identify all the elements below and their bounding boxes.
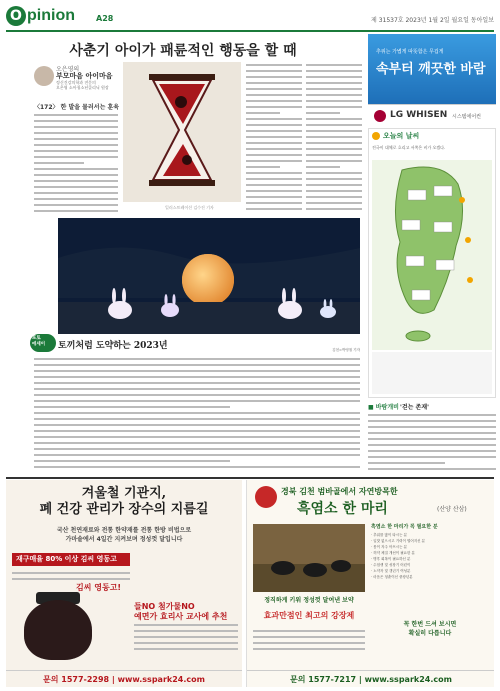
text-line [34, 168, 118, 170]
photo-credit: 김천=박영철 기자 [332, 348, 360, 352]
illustration-caption: 일러스트레이션 김수진 기자 [165, 205, 214, 210]
text-line [306, 82, 362, 84]
issue-info: 제 31537호 2023년 1월 2일 월요일 동아일보 [371, 17, 494, 24]
text-line [368, 426, 496, 428]
ad-headline: 속부터 깨끗한 바람 [376, 62, 486, 77]
text-line [306, 172, 362, 174]
herbal-tonic-ad[interactable] [6, 480, 242, 687]
text-line [34, 406, 230, 408]
author-avatar [34, 66, 54, 86]
text-line [246, 76, 302, 78]
text-line [306, 106, 362, 108]
ad-left-brand: 김씨 영동고! [76, 583, 122, 592]
text-line [34, 448, 360, 450]
text-line [306, 112, 340, 114]
ad-left-promo-text [134, 622, 238, 654]
text-line [368, 432, 496, 434]
text-line [34, 394, 360, 396]
text-line [306, 124, 362, 126]
text-line [34, 174, 118, 176]
ad-right-title-sub: (산양 산삼) [437, 506, 467, 513]
text-line [306, 136, 362, 138]
text-line [306, 130, 362, 132]
text-line [34, 454, 360, 456]
text-line [246, 82, 302, 84]
moon-rabbits-photo [58, 218, 360, 334]
text-line [306, 76, 362, 78]
text-line [34, 162, 84, 164]
text-line [246, 148, 302, 150]
text-line [246, 178, 302, 180]
photo-essay-image [58, 218, 360, 334]
ad-right-note-highlight: 효과만점인 최고의 강장제 [263, 611, 355, 620]
text-line [306, 160, 362, 162]
ad-left-subtitle: 국산 천연재료와 전통 한약재를 전통 한방 비법으로 가마솥에서 4일간 지켜보며 정성껏 달입니다 [56, 527, 192, 543]
text-line [34, 132, 118, 134]
text-line [246, 130, 302, 132]
ad-right-phone[interactable]: 문의 1577-7217 | www.sspark24.com [247, 670, 494, 687]
ad-left-title: 겨울철 기관지, 폐 건강 관리가 장수의 지름길 [39, 486, 209, 517]
text-line [246, 154, 302, 156]
text-line [306, 178, 362, 180]
section-logo-text: pinion [27, 7, 75, 24]
text-line [306, 190, 362, 192]
ad-right-cta: 꼭 한번 드셔 보시면 확실히 다릅니다 [403, 621, 457, 637]
text-line [306, 202, 362, 204]
text-line [368, 462, 445, 464]
text-line [34, 418, 360, 420]
sidebar-section-title: ■ 바람개비 [368, 404, 399, 411]
text-line [246, 112, 280, 114]
text-line [34, 442, 360, 444]
column-text-col-3 [306, 62, 362, 212]
text-line [246, 184, 302, 186]
text-line [34, 382, 360, 384]
ad-line1: 추위는 가볍게 따뜻함은 무겁게 [376, 49, 444, 55]
text-line [34, 430, 360, 432]
text-line [246, 124, 302, 126]
text-line [34, 120, 118, 122]
text-line [34, 144, 118, 146]
column-text-col-1 [34, 112, 118, 216]
ad-left-phone[interactable]: 문의 1577-2298 | www.sspark24.com [6, 670, 242, 687]
text-line [368, 438, 496, 440]
text-line [34, 370, 360, 372]
weather-title: 오늘의 날씨 [383, 132, 420, 140]
ad-brand-sub: 시스템에어컨 [452, 114, 481, 120]
text-line [368, 468, 496, 470]
text-line [306, 184, 362, 186]
goat-herd-image [253, 524, 365, 592]
text-line [306, 166, 340, 168]
goat-badge-icon [255, 486, 277, 508]
text-line [34, 400, 360, 402]
text-line [34, 210, 118, 212]
list-item: · 노약자 및 갱년기 여성분 [371, 569, 411, 573]
byline-role: 정신건강의학과 전문의 오은영 소아청소년클리닉 원장 [56, 80, 109, 90]
text-line [246, 64, 302, 66]
text-line [34, 364, 360, 366]
herbal-jar-image [24, 600, 92, 660]
list-item: · 허약 체질 개선이 필요한 분 [371, 551, 415, 555]
page-header [6, 4, 494, 32]
text-line [246, 202, 302, 204]
ad-right-list-title: 흑염소 한 마리가 꼭 필요한 분 [371, 524, 438, 530]
ad-right-title: 흑염소 한 마리 [297, 501, 388, 517]
weather-map [372, 160, 492, 350]
text-line [306, 118, 362, 120]
column-kicker: 〈172〉 한 발을 물러서는 훈육 [34, 104, 120, 111]
ad-brand: LG WHISEN [390, 110, 448, 120]
text-line [34, 192, 118, 194]
text-line [246, 208, 302, 210]
photo-section-label: 포토 에세이 [32, 336, 46, 347]
text-line [368, 420, 496, 422]
text-line [34, 114, 118, 116]
list-item: · 입맛 없으시고 기력이 떨어지신 분 [371, 539, 426, 543]
list-item: · 병후 회복이 필요하신 분 [371, 557, 411, 561]
goat-photo [253, 524, 365, 592]
text-line [34, 138, 118, 140]
text-line [246, 190, 302, 192]
black-goat-ad[interactable] [246, 480, 494, 687]
sun-icon [372, 132, 380, 140]
text-line [246, 136, 302, 138]
sidebar-section-text [368, 412, 496, 472]
text-line [368, 456, 496, 458]
text-line [34, 156, 118, 158]
column-headline: 사춘기 아이가 패륜적인 행동을 할 때 [69, 43, 297, 59]
lower-text-area [34, 356, 360, 472]
text-line [246, 100, 302, 102]
text-line [306, 100, 362, 102]
text-line [306, 154, 362, 156]
section-logo-o: O [6, 6, 26, 26]
byline-author: 부모마음 아이마음 [56, 72, 113, 80]
text-line [246, 94, 302, 96]
ad-brand-bar [368, 104, 496, 126]
text-line [246, 160, 302, 162]
text-line [246, 118, 302, 120]
text-line [306, 208, 362, 210]
text-line [306, 70, 362, 72]
text-line [306, 142, 362, 144]
sidebar-section-subtitle: '걷는 존재' [400, 404, 429, 411]
text-line [246, 70, 302, 72]
byline-label: 오은영의 [56, 66, 80, 73]
text-line [34, 198, 118, 200]
text-line [34, 150, 118, 152]
text-line [34, 388, 360, 390]
text-line [246, 196, 302, 198]
text-line [34, 180, 118, 182]
text-line [306, 94, 362, 96]
weather-subtitle: 전국이 대체로 흐리고 서쪽은 비가 오겠다. [372, 145, 446, 150]
text-line [246, 106, 302, 108]
text-line [34, 424, 360, 426]
ad-right-body-text [253, 628, 365, 654]
text-line [246, 166, 280, 168]
text-line [34, 358, 360, 360]
text-line [34, 436, 360, 438]
lg-logo-icon [374, 110, 386, 122]
text-line [306, 88, 362, 90]
sidebar-aircon-ad[interactable] [368, 34, 496, 126]
text-line [34, 466, 360, 468]
weather-forecast-table [372, 352, 492, 394]
page-number: A28 [96, 14, 114, 23]
ad-right-list [371, 524, 489, 580]
photo-caption-title: 토끼처럼 도약하는 2023년 [58, 341, 168, 351]
ad-left-badge: 재구매율 80% 이상 김씨 영동고 [12, 553, 130, 566]
list-item: · 몸이 자주 아프시는 분 [371, 545, 407, 549]
text-line [306, 148, 362, 150]
column-illustration [123, 62, 241, 202]
text-line [246, 172, 302, 174]
text-line [306, 196, 362, 198]
text-line [246, 88, 302, 90]
list-item: · 수험생 및 성장기 어린이 [371, 563, 411, 567]
text-line [34, 186, 118, 188]
column-text-col-2 [246, 62, 302, 212]
text-line [34, 204, 118, 206]
list-item: · 마음은 청춘이신 중장년분 [371, 575, 413, 579]
text-line [34, 376, 360, 378]
text-line [34, 126, 118, 128]
ad-left-promo-title: 들NO 첨가물NO 예면가 효리사 교사에 추천 [134, 602, 228, 621]
text-line [368, 450, 496, 452]
korea-map [372, 160, 492, 350]
text-line [34, 412, 360, 414]
hourglass-illustration [123, 62, 241, 202]
text-line [368, 444, 496, 446]
ad-right-region: 경북 김천 범바골에서 자연방목한 [281, 487, 398, 496]
ad-right-note: 정직하게 키워 정성껏 달여낸 보약 [264, 597, 354, 604]
list-item: · 추위를 많이 타시는 분 [371, 533, 407, 537]
text-line [246, 142, 302, 144]
text-line [34, 460, 230, 462]
text-line [306, 64, 362, 66]
text-line [368, 414, 496, 416]
